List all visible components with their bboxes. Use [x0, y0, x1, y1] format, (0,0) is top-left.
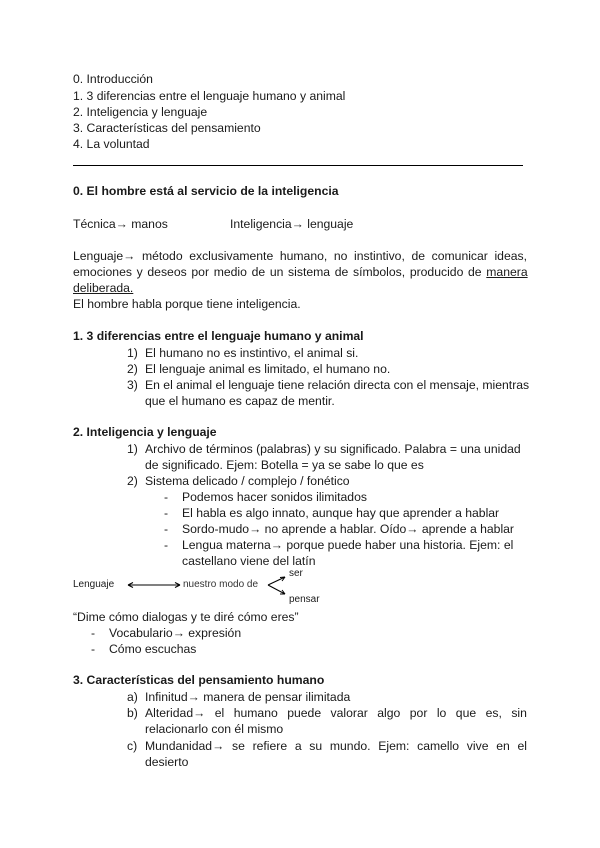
toc-item: 3. Características del pensamiento — [73, 121, 261, 135]
list-number: 3) — [127, 378, 138, 392]
word: ideas, — [494, 249, 527, 263]
list-item: Vocabulario→ expresión — [109, 626, 242, 640]
list-item: En el animal el lenguaje tiene relación directa con el mensaje, mientras — [145, 378, 530, 392]
list-item: El habla es algo innato, aunque hay que aprender a hablar — [182, 506, 500, 520]
word: refiere — [252, 739, 288, 753]
list-item: castellano viene del latín — [182, 554, 316, 568]
word: de — [411, 249, 426, 263]
list-letter: c) — [127, 739, 138, 753]
diagram-label-top: ser — [289, 568, 303, 579]
dash-bullet: - — [164, 506, 169, 520]
word: por — [409, 706, 428, 720]
list-item: Archivo de términos (palabras) y su significado. Palabra = una unidad — [145, 442, 521, 456]
list-number: 2) — [127, 362, 138, 376]
diagram-arrows — [120, 575, 300, 605]
definition-text: emociones y deseos por medio de un sistema de símbolos, producido de — [73, 265, 487, 279]
toc-item: 4. La voluntad — [73, 137, 150, 151]
word: el — [214, 706, 225, 720]
word: vive — [466, 739, 489, 753]
section-heading-3: 3. Características del pensamiento humano — [73, 673, 325, 687]
list-letter: a) — [127, 690, 138, 704]
word: Ejem: — [378, 739, 410, 753]
list-item: El lenguaje animal es limitado, el humano no. — [145, 362, 391, 376]
word: no — [333, 249, 348, 263]
list-item: Cómo escuchas — [109, 642, 197, 656]
word: mundo. — [329, 739, 371, 753]
word: exclusivamente — [189, 249, 274, 263]
word: camello — [417, 739, 460, 753]
diagram-label-left: Lenguaje — [73, 579, 115, 590]
word: humano, — [279, 249, 328, 263]
section-heading-1: 1. 3 diferencias entre el lenguaje humano y animal — [73, 329, 364, 343]
word: que — [455, 706, 477, 720]
list-number: 1) — [127, 346, 138, 360]
list-item: Sordo-mudo→ no aprende a hablar. Oído→ aprende a hablar — [182, 522, 514, 536]
dash-bullet: - — [164, 490, 169, 504]
list-letter: b) — [127, 706, 138, 720]
word: lo — [436, 706, 447, 720]
pair-right: Inteligencia→ lenguaje — [230, 217, 354, 231]
dash-bullet: - — [91, 642, 96, 656]
list-item — [145, 705, 527, 721]
word: algo — [377, 706, 401, 720]
word: sin — [511, 706, 527, 720]
list-item — [145, 738, 527, 754]
toc-item: 1. 3 diferencias entre el lenguaje humano y animal — [73, 89, 346, 103]
word: Lenguaje→ — [73, 249, 136, 263]
word: en — [496, 739, 510, 753]
list-item: Infinitud→ manera de pensar ilimitada — [145, 690, 351, 704]
divider — [73, 165, 523, 166]
list-item: El humano no es instintivo, el animal si. — [145, 346, 359, 360]
quote: “Dime cómo dialogas y te diré cómo eres” — [73, 610, 299, 624]
list-item: relacionarlo con él mismo — [145, 722, 284, 736]
pair-left: Técnica→ manos — [73, 217, 168, 231]
word: el — [517, 739, 527, 753]
definition-underlined: manera — [486, 265, 528, 279]
word: instintivo, — [354, 249, 405, 263]
word: humano — [233, 706, 278, 720]
definition-underlined: deliberada. — [73, 281, 134, 295]
section-heading-0: 0. El hombre está al servicio de la inteligencia — [73, 184, 339, 198]
diagram-label-bottom: pensar — [289, 594, 320, 605]
section-heading-2: 2. Inteligencia y lenguaje — [73, 425, 217, 439]
word: es, — [485, 706, 502, 720]
statement: El hombre habla porque tiene inteligencia. — [73, 297, 301, 311]
definition-line — [73, 248, 527, 264]
word: a — [294, 739, 302, 753]
dash-bullet: - — [91, 626, 96, 640]
branch-arrow-down — [268, 585, 285, 594]
list-number: 2) — [127, 474, 138, 488]
definition-line — [73, 264, 528, 280]
toc-item: 0. Introducción — [73, 72, 153, 86]
list-item: que el humano es capaz de mentir. — [145, 394, 335, 408]
word: Mundanidad→ — [145, 739, 225, 753]
list-item: Sistema delicado / complejo / fonético — [145, 474, 350, 488]
list-number: 1) — [127, 442, 138, 456]
list-item: de significado. Ejem: Botella = ya se sabe lo que es — [145, 458, 424, 472]
word: valorar — [330, 706, 368, 720]
word: método — [141, 249, 183, 263]
toc-item: 2. Inteligencia y lenguaje — [73, 105, 208, 119]
word: su — [309, 739, 323, 753]
word: Alteridad→ — [145, 706, 206, 720]
list-item: Lengua materna→ porque puede haber una historia. Ejem: el — [182, 538, 514, 552]
word: puede — [287, 706, 322, 720]
list-item: Podemos hacer sonidos ilimitados — [182, 490, 367, 504]
dash-bullet: - — [164, 538, 169, 552]
word: comunicar — [431, 249, 488, 263]
diagram-label-middle: nuestro modo de — [183, 579, 259, 590]
list-item: desierto — [145, 755, 189, 769]
dash-bullet: - — [164, 522, 169, 536]
word: se — [231, 739, 245, 753]
